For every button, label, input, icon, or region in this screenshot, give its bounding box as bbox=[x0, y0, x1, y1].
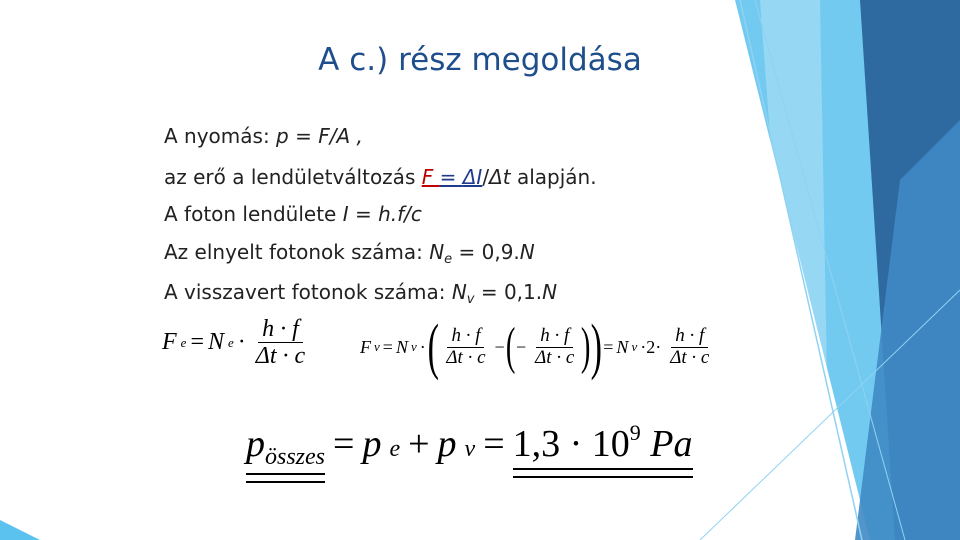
fraction: $\frac{h \cdot f}{\Delta t \cdot c}$ bbox=[255, 316, 306, 370]
slide-title: A c.) rész megoldása bbox=[318, 42, 642, 78]
reflected-photons-line: A visszavert fotonok száma: $N_v = 0,1.N$ bbox=[164, 280, 558, 307]
pressure-line: A nyomás: p = F/A , bbox=[164, 124, 363, 148]
force-line: az erő a lendületváltozás F = ΔI/Δt alapján. bbox=[164, 165, 597, 189]
fraction: $\frac{h \cdot f}{\Delta t \cdot c}$ bbox=[446, 324, 486, 368]
reflected-force-equation: F v = N v · ( $\frac{h \cdot f}{\Delta t \cdot c}$ − ( − $\frac{h \cdot f}{\Delta t \cdot c}$ ) ) = N v ·2· $\frac{h \cdot f}{\Delta t \cdot c}$ bbox=[360, 316, 715, 378]
photon-momentum-line: A foton lendülete I = h.f/c bbox=[164, 202, 422, 226]
underlined-total-pressure: $p_{összes}$ bbox=[246, 423, 326, 470]
inner-right-paren: ) bbox=[581, 318, 591, 375]
absorbed-force-equation: F e = N e · $\frac{h \cdot f}{\Delta t \cdot c}$ bbox=[162, 316, 311, 370]
underlined-result: $1,3 \cdot 10^9$ Pa bbox=[512, 420, 693, 465]
fraction: $\frac{h \cdot f}{\Delta t \cdot c}$ bbox=[670, 324, 710, 368]
inner-left-paren: ( bbox=[505, 318, 516, 375]
fraction: $\frac{h \cdot f}{\Delta t \cdot c}$ bbox=[535, 324, 575, 368]
absorbed-photons-line: Az elnyelt fotonok száma: $N_e = 0,9.N$ bbox=[164, 240, 535, 267]
left-paren: ( bbox=[427, 313, 439, 381]
total-pressure-equation: $p_{összes}$ = p e + p v = $1,3 \cdot 10^9$ Pa bbox=[246, 420, 693, 470]
right-paren: ) bbox=[590, 313, 602, 381]
